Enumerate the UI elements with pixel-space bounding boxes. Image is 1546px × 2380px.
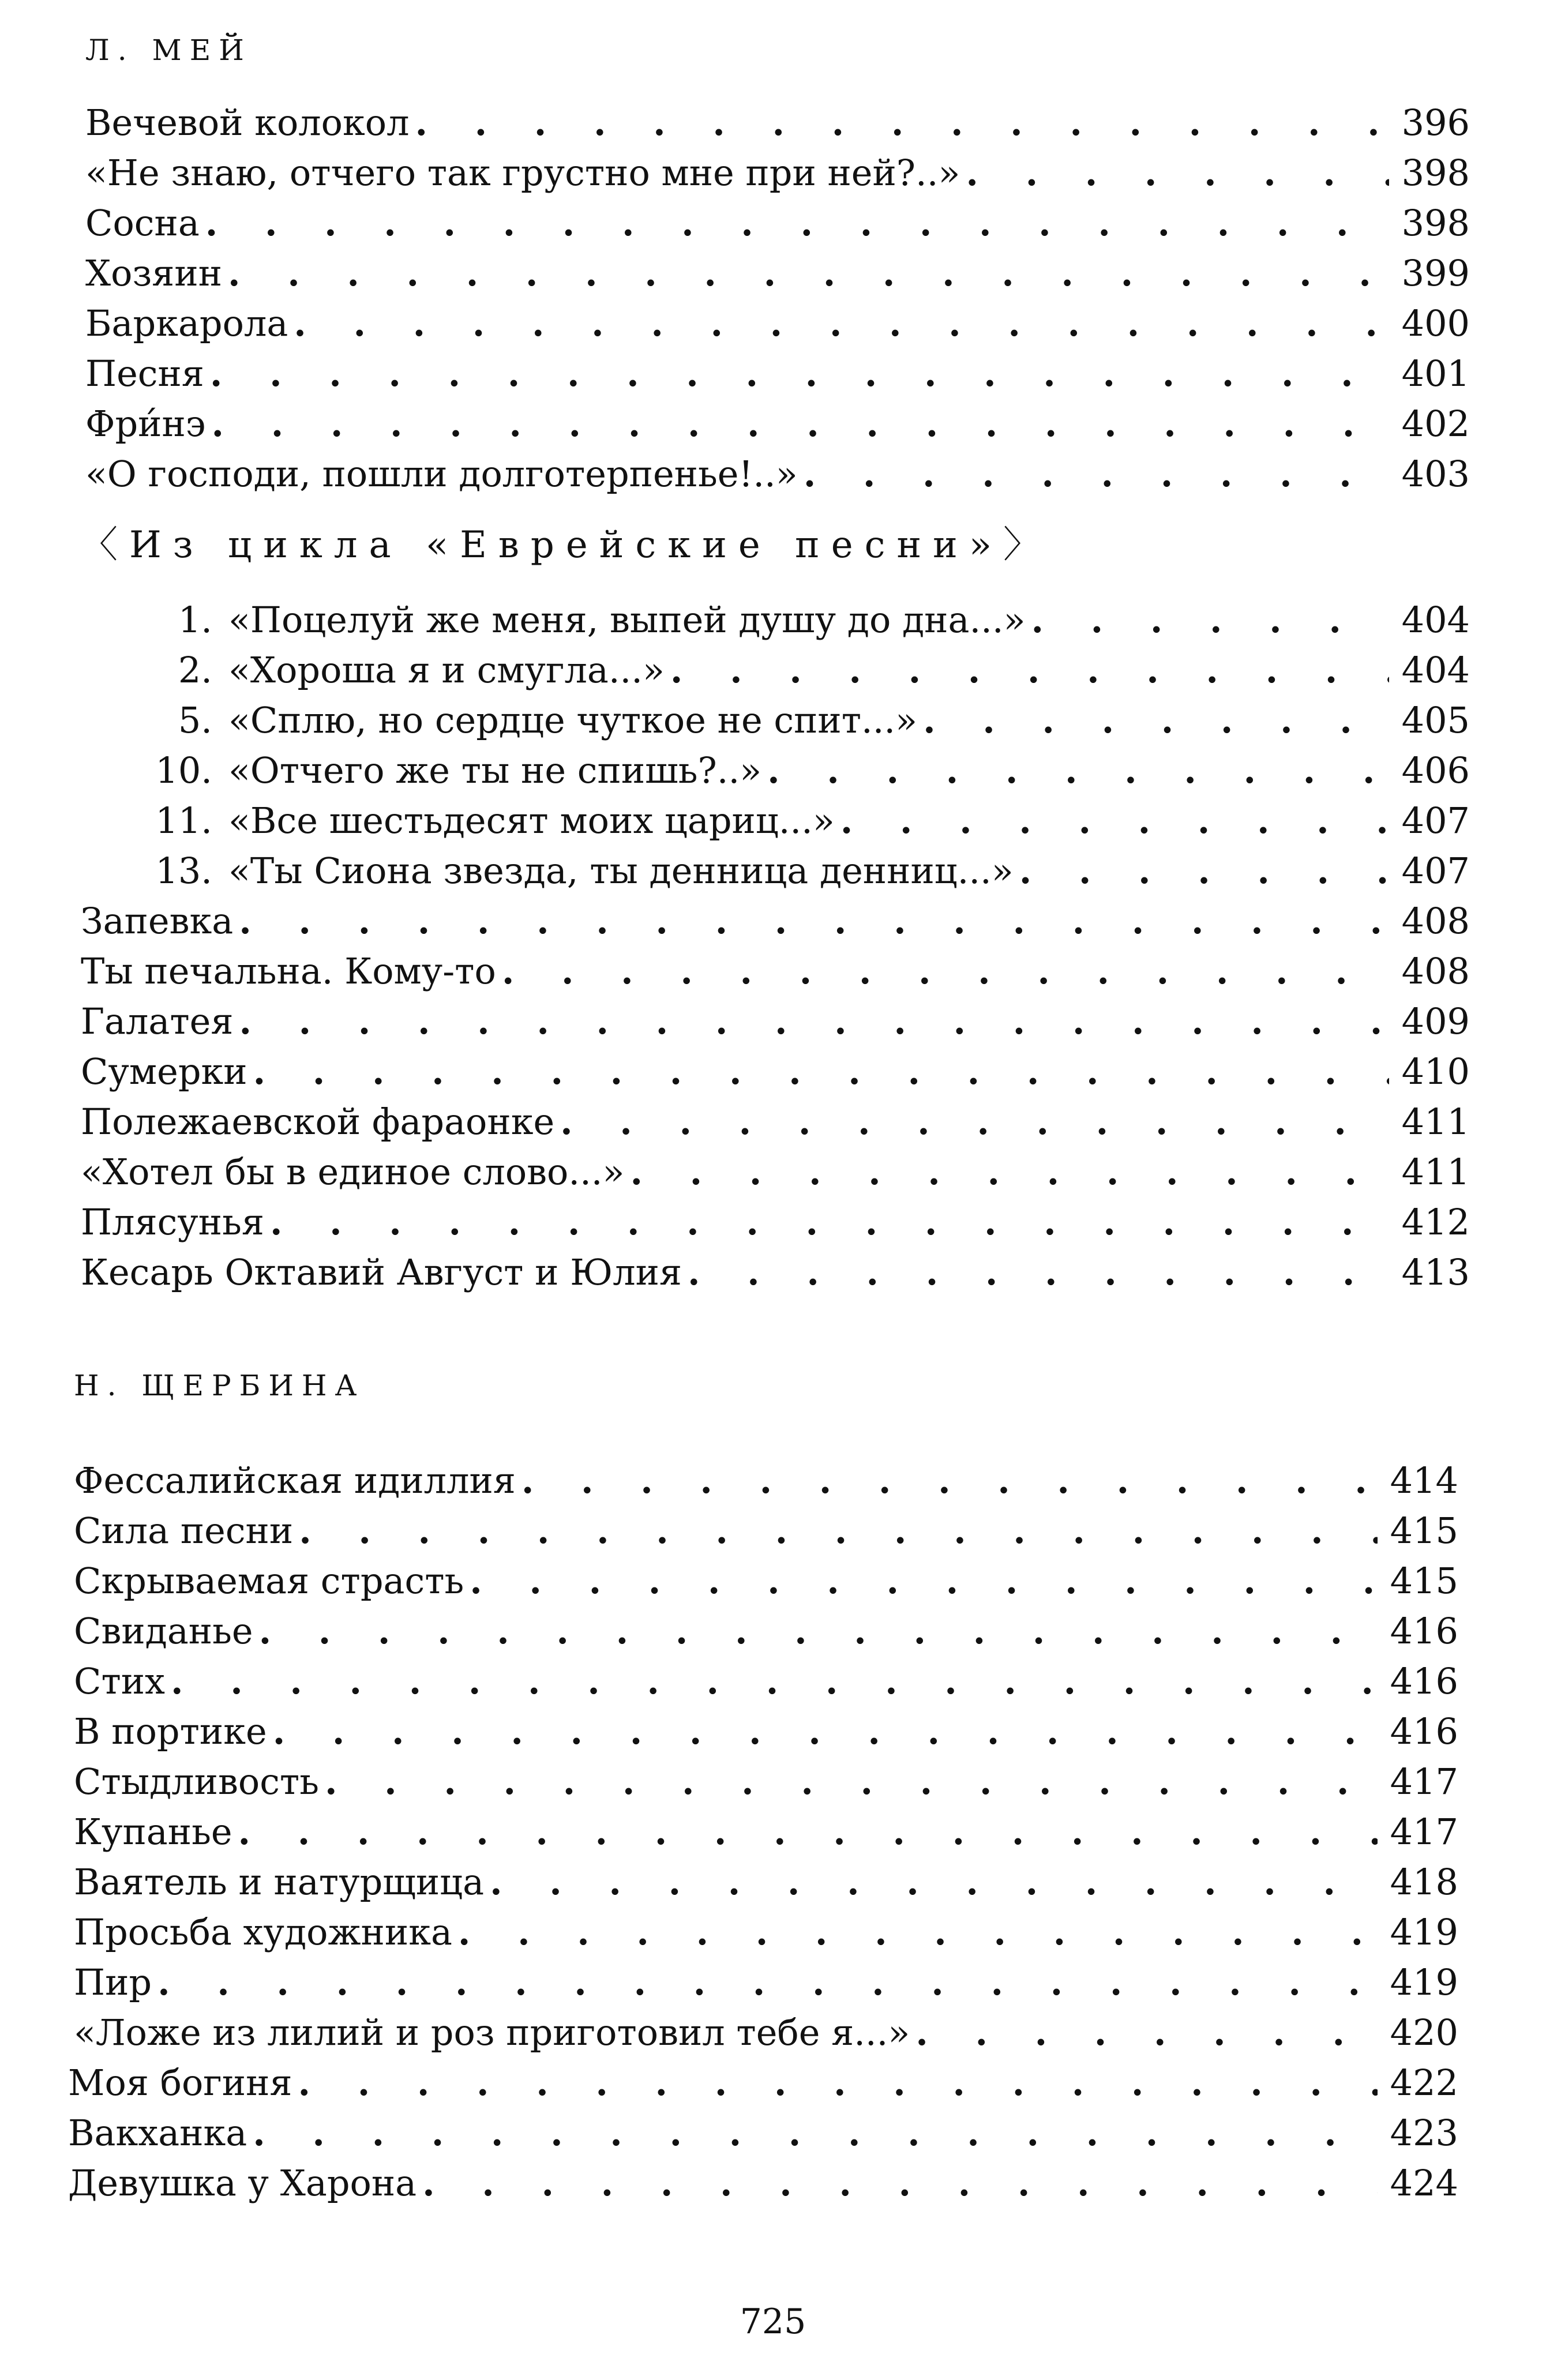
dot-leader [239, 898, 1389, 944]
entry-page: 416 [1390, 1610, 1458, 1652]
cycle-entry[interactable] [155, 697, 1470, 744]
dot-leader [966, 150, 1389, 196]
page-number: 725 [740, 2302, 806, 2342]
toc-entry[interactable] [74, 1608, 1458, 1654]
toc-entry[interactable] [74, 1658, 1458, 1705]
dot-leader [502, 948, 1389, 994]
entry-number: 10. [155, 749, 212, 791]
entry-page: 415 [1390, 1510, 1458, 1552]
toc-entry[interactable] [74, 1458, 1458, 1504]
entry-title: Пир [74, 1961, 152, 2003]
dot-leader [273, 1709, 1378, 1755]
entry-title: Вечевой колокол [85, 102, 410, 144]
toc-entry[interactable] [85, 150, 1470, 196]
entry-page: 416 [1390, 1710, 1458, 1752]
entry-number: 13. [155, 850, 212, 892]
toc-entry[interactable] [74, 1709, 1458, 1755]
toc-entry[interactable] [85, 100, 1470, 146]
dot-leader [259, 1608, 1378, 1654]
entry-title: Свиданье [74, 1610, 253, 1652]
entry-page: 398 [1401, 202, 1470, 244]
entry-title: «Ложе из лилий и роз приготовил тебе я...» [74, 2011, 910, 2054]
dot-leader [422, 2160, 1378, 2206]
toc-entry[interactable] [85, 401, 1470, 447]
dot-leader [157, 1959, 1378, 2006]
entry-number: 2. [178, 649, 212, 691]
cycle-entry[interactable] [155, 748, 1470, 794]
entry-page: 414 [1390, 1459, 1458, 1501]
toc-entry[interactable] [68, 2060, 1458, 2106]
dot-leader [238, 1809, 1378, 1855]
toc-entry[interactable] [81, 998, 1470, 1045]
entry-title: Баркарола [85, 302, 288, 344]
dot-leader [630, 1149, 1389, 1195]
entry-page: 422 [1390, 2062, 1458, 2104]
toc-entry[interactable] [68, 2110, 1458, 2156]
entry-page: 407 [1401, 850, 1470, 892]
dot-leader [923, 697, 1389, 744]
toc-entry[interactable] [74, 1909, 1458, 1955]
entry-title: Моя богиня [68, 2062, 292, 2104]
toc-entry[interactable] [81, 1149, 1470, 1195]
toc-entry[interactable] [74, 1759, 1458, 1805]
entry-title: Фессалийская идиллия [74, 1459, 516, 1501]
entry-page: 412 [1401, 1201, 1470, 1243]
section-author-shcherbina: Н. ЩЕРБИНА [74, 1369, 365, 1402]
entry-page: 407 [1401, 799, 1470, 842]
dot-leader [688, 1249, 1389, 1296]
dot-leader [171, 1658, 1378, 1705]
entry-page: 408 [1401, 950, 1470, 992]
dot-leader [470, 1558, 1378, 1604]
entry-page: 416 [1390, 1660, 1458, 1702]
entry-page: 420 [1390, 2011, 1458, 2054]
entry-title: «О господи, пошли долготерпенье!..» [85, 453, 798, 495]
entry-page: 417 [1390, 1760, 1458, 1803]
dot-leader [294, 301, 1389, 347]
dot-leader [804, 451, 1389, 497]
dot-leader [521, 1458, 1378, 1504]
entry-page: 419 [1390, 1911, 1458, 1953]
entry-title: Девушка у Харона [68, 2162, 417, 2204]
toc-entry[interactable] [81, 1099, 1470, 1145]
entry-title: Купанье [74, 1811, 232, 1853]
dot-leader [915, 2010, 1378, 2056]
cycle-title: 〈Из цикла «Еврейские песни»〉 [81, 524, 1052, 566]
entry-title: Плясунья [81, 1201, 264, 1243]
cycle-entry[interactable] [155, 848, 1470, 894]
dot-leader [239, 998, 1389, 1045]
entry-page: 400 [1401, 302, 1470, 344]
toc-entry[interactable] [81, 1249, 1470, 1296]
cycle-entry[interactable] [155, 647, 1470, 693]
entry-title: Песня [85, 352, 204, 395]
toc-entry[interactable] [81, 948, 1470, 994]
entry-page: 424 [1390, 2162, 1458, 2204]
entry-title: Полежаевской фараонке [81, 1101, 555, 1143]
entry-number: 11. [155, 799, 212, 842]
toc-entry[interactable] [85, 250, 1470, 296]
entry-title: Ты печальна. Кому-то [81, 950, 496, 992]
dot-leader [1019, 848, 1389, 894]
dot-leader [253, 2110, 1378, 2156]
dot-leader [767, 748, 1389, 794]
dot-leader [212, 401, 1389, 447]
entry-title: Ваятель и натурщица [74, 1861, 485, 1903]
toc-entry[interactable] [81, 1049, 1470, 1095]
entry-page: 406 [1401, 749, 1470, 791]
dot-leader [670, 647, 1389, 693]
toc-entry[interactable] [74, 2010, 1458, 2056]
entry-title: Скрываемая страсть [74, 1560, 464, 1602]
toc-entry[interactable] [74, 1558, 1458, 1604]
entry-page: 396 [1401, 102, 1470, 144]
dot-leader [270, 1199, 1389, 1245]
dot-leader [253, 1049, 1389, 1095]
entry-title: Сумерки [81, 1050, 247, 1093]
entry-title: Стыдливость [74, 1760, 319, 1803]
entry-page: 405 [1401, 699, 1470, 741]
entry-title: Стих [74, 1660, 166, 1702]
entry-page: 401 [1401, 352, 1470, 395]
entry-number: 5. [178, 699, 212, 741]
entry-page: 409 [1401, 1000, 1470, 1042]
entry-title: «Не знаю, отчего так грустно мне при ней?..» [85, 152, 960, 194]
section-author-mei: Л. МЕЙ [85, 33, 252, 67]
cycle-entry[interactable] [155, 798, 1470, 844]
entry-title: «Хотел бы в единое слово...» [81, 1151, 625, 1193]
toc-entry[interactable] [81, 898, 1470, 944]
dot-leader [210, 351, 1389, 397]
entry-title: Запевка [81, 900, 234, 942]
entry-title: «Все шестьдесят моих цариц...» [228, 799, 835, 842]
dot-leader [415, 100, 1389, 146]
entry-title: Сила песни [74, 1510, 294, 1552]
entry-title: «Сплю, но сердце чуткое не спит...» [228, 699, 918, 741]
entry-title: Сосна [85, 202, 200, 244]
entry-page: 403 [1401, 453, 1470, 495]
dot-leader [560, 1099, 1389, 1145]
entry-title: «Хороша я и смугла...» [228, 649, 665, 691]
entry-title: «Отчего же ты не спишь?..» [228, 749, 762, 791]
toc-entry[interactable] [81, 1199, 1470, 1245]
dot-leader [205, 200, 1389, 246]
entry-page: 408 [1401, 900, 1470, 942]
toc-entry[interactable] [85, 351, 1470, 397]
entry-page: 402 [1401, 403, 1470, 445]
toc-entry[interactable] [74, 1859, 1458, 1905]
entry-title: «Поцелуй же меня, выпей душу до дна...» [228, 599, 1026, 641]
dot-leader [228, 250, 1389, 296]
entry-title: «Ты Сиона звезда, ты денница денниц...» [228, 850, 1014, 892]
entry-page: 417 [1390, 1811, 1458, 1853]
entry-title: Хозяин [85, 252, 223, 294]
dot-leader [490, 1859, 1378, 1905]
entry-page: 413 [1401, 1251, 1470, 1293]
entry-title: Просьба художника [74, 1911, 452, 1953]
entry-page: 415 [1390, 1560, 1458, 1602]
entry-page: 418 [1390, 1861, 1458, 1903]
entry-page: 404 [1401, 649, 1470, 691]
entry-page: 398 [1401, 152, 1470, 194]
entry-page: 411 [1401, 1151, 1470, 1193]
toc-entry[interactable] [85, 301, 1470, 347]
dot-leader [325, 1759, 1378, 1805]
entry-title: Вакханка [68, 2112, 247, 2154]
dot-leader [1031, 597, 1390, 643]
entry-title: Галатея [81, 1000, 234, 1042]
entry-page: 410 [1401, 1050, 1470, 1093]
entry-number: 1. [178, 599, 212, 641]
cycle-entry[interactable] [155, 597, 1470, 643]
toc-entry[interactable] [74, 1508, 1458, 1554]
entry-page: 404 [1401, 599, 1470, 641]
entry-page: 411 [1401, 1101, 1470, 1143]
entry-page: 399 [1401, 252, 1470, 294]
dot-leader [298, 2060, 1378, 2106]
dot-leader [840, 798, 1389, 844]
toc-entry[interactable] [74, 1809, 1458, 1855]
entry-title: Фри́нэ [85, 403, 206, 445]
entry-title: Кесарь Октавий Август и Юлия [81, 1251, 682, 1293]
entry-title: В портике [74, 1710, 267, 1752]
toc-entry[interactable] [85, 451, 1470, 497]
dot-leader [458, 1909, 1378, 1955]
entry-page: 419 [1390, 1961, 1458, 2003]
entry-page: 423 [1390, 2112, 1458, 2154]
toc-entry[interactable] [68, 2160, 1458, 2206]
toc-entry[interactable] [74, 1959, 1458, 2006]
toc-entry[interactable] [85, 200, 1470, 246]
dot-leader [299, 1508, 1378, 1554]
